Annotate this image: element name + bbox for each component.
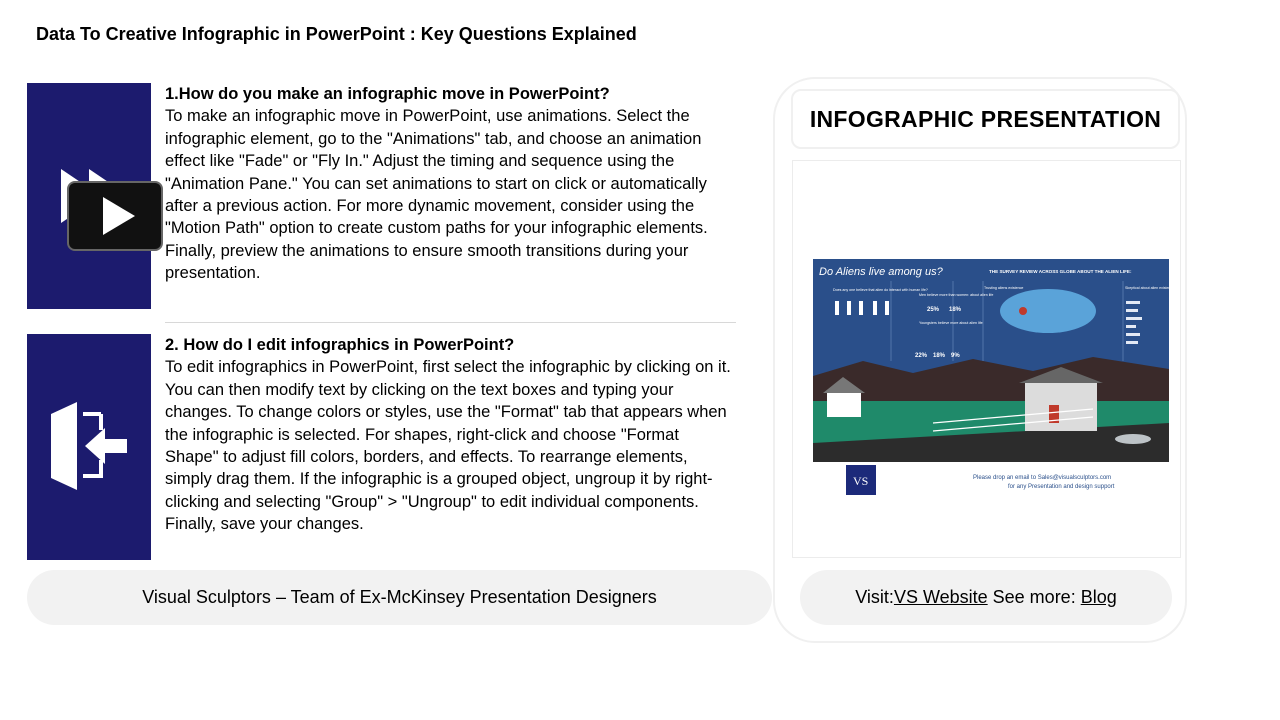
question-block-2 xyxy=(27,334,737,560)
infographic-col3: Trusting aliens existence xyxy=(984,286,1024,290)
infographic-pct: 18% xyxy=(949,307,962,313)
question-text xyxy=(165,83,737,285)
infographic-preview[interactable] xyxy=(792,160,1181,558)
play-icon xyxy=(69,183,161,249)
infographic-subhead: THE SURVEY REVIEW ACROSS GLOBE ABOUT THE ALIEN LIFE: xyxy=(989,269,1132,274)
infographic-col1: Does any one believe that alien do interact with human life? xyxy=(833,288,928,292)
infographic-pct: 25% xyxy=(927,307,940,313)
panel-heading: INFOGRAPHIC PRESENTATION xyxy=(791,89,1180,149)
footer-text: Visual Sculptors – Team of Ex-McKinsey Presentation Designers xyxy=(142,587,657,607)
page-title: Data To Creative Infographic in PowerPoint : Key Questions Explained xyxy=(36,24,637,44)
infographic-pct: 9% xyxy=(951,353,960,359)
blog-link[interactable]: Blog xyxy=(1080,587,1117,607)
divider xyxy=(165,322,736,323)
question-title: 2. How do I edit infographics in PowerPoint? xyxy=(165,336,515,354)
infographic-logo: VS xyxy=(853,474,869,488)
question-answer: To edit infographics in PowerPoint, first select the infographic by clicking on it. You can then modify text by clicking on the text boxes and typing your changes. To change colors or styles, use the "Format" tab that appears when the infographic is selected. For shapes, right-click and choose "Format Shape" to adjust fill colors, borders, and effects. To rearrange elements, simply drag them. If the infographic is a grouped object, ungroup it by right-clicking and selecting "Group" > "Ungroup" to edit individual components. Finally, save your changes. xyxy=(165,358,731,534)
infographic-pct: 22% xyxy=(915,353,928,359)
infographic-col2b: Youngsters believe more about alien life xyxy=(919,321,983,325)
infographic-image xyxy=(793,161,1180,557)
infographic-contact-line1: Please drop an email to Sales@visualsculptors.com xyxy=(973,475,1112,481)
question-icon-tile xyxy=(27,334,151,560)
infographic-col4: Skeptical about alien existence xyxy=(1125,286,1175,290)
video-play-button[interactable] xyxy=(67,181,163,251)
infographic-col2: Men believe more than women: about alien life xyxy=(919,293,994,297)
infographic-pct: 18% xyxy=(933,353,946,359)
question-text xyxy=(165,334,737,536)
question-title: 1.How do you make an infographic move in PowerPoint? xyxy=(165,85,610,103)
infographic-contact-line2: for any Presentation and design support xyxy=(1008,484,1115,490)
sign-in-icon xyxy=(27,334,151,560)
vs-website-link[interactable]: VS Website xyxy=(893,587,988,607)
question-answer: To make an infographic move in PowerPoint, use animations. Select the infographic element, go to the "Animations" tab, and choose an animation effect like "Fade" or "Fly In." Adjust the timing and sequence using the "Animation Pane." You can set animations to start on click or automatically after a previous action. For more dynamic movement, consider using the "Motion Path" option to create custom paths for your infographic elements. Finally, preview the animations to ensure smooth transitions during your presentation. xyxy=(165,107,708,283)
visit-label: Visit: xyxy=(855,587,894,607)
visit-banner xyxy=(800,570,1172,625)
infographic-headline: Do Aliens live among us? xyxy=(819,266,943,278)
footer-banner xyxy=(27,570,772,625)
see-more-label: See more: xyxy=(987,587,1081,607)
